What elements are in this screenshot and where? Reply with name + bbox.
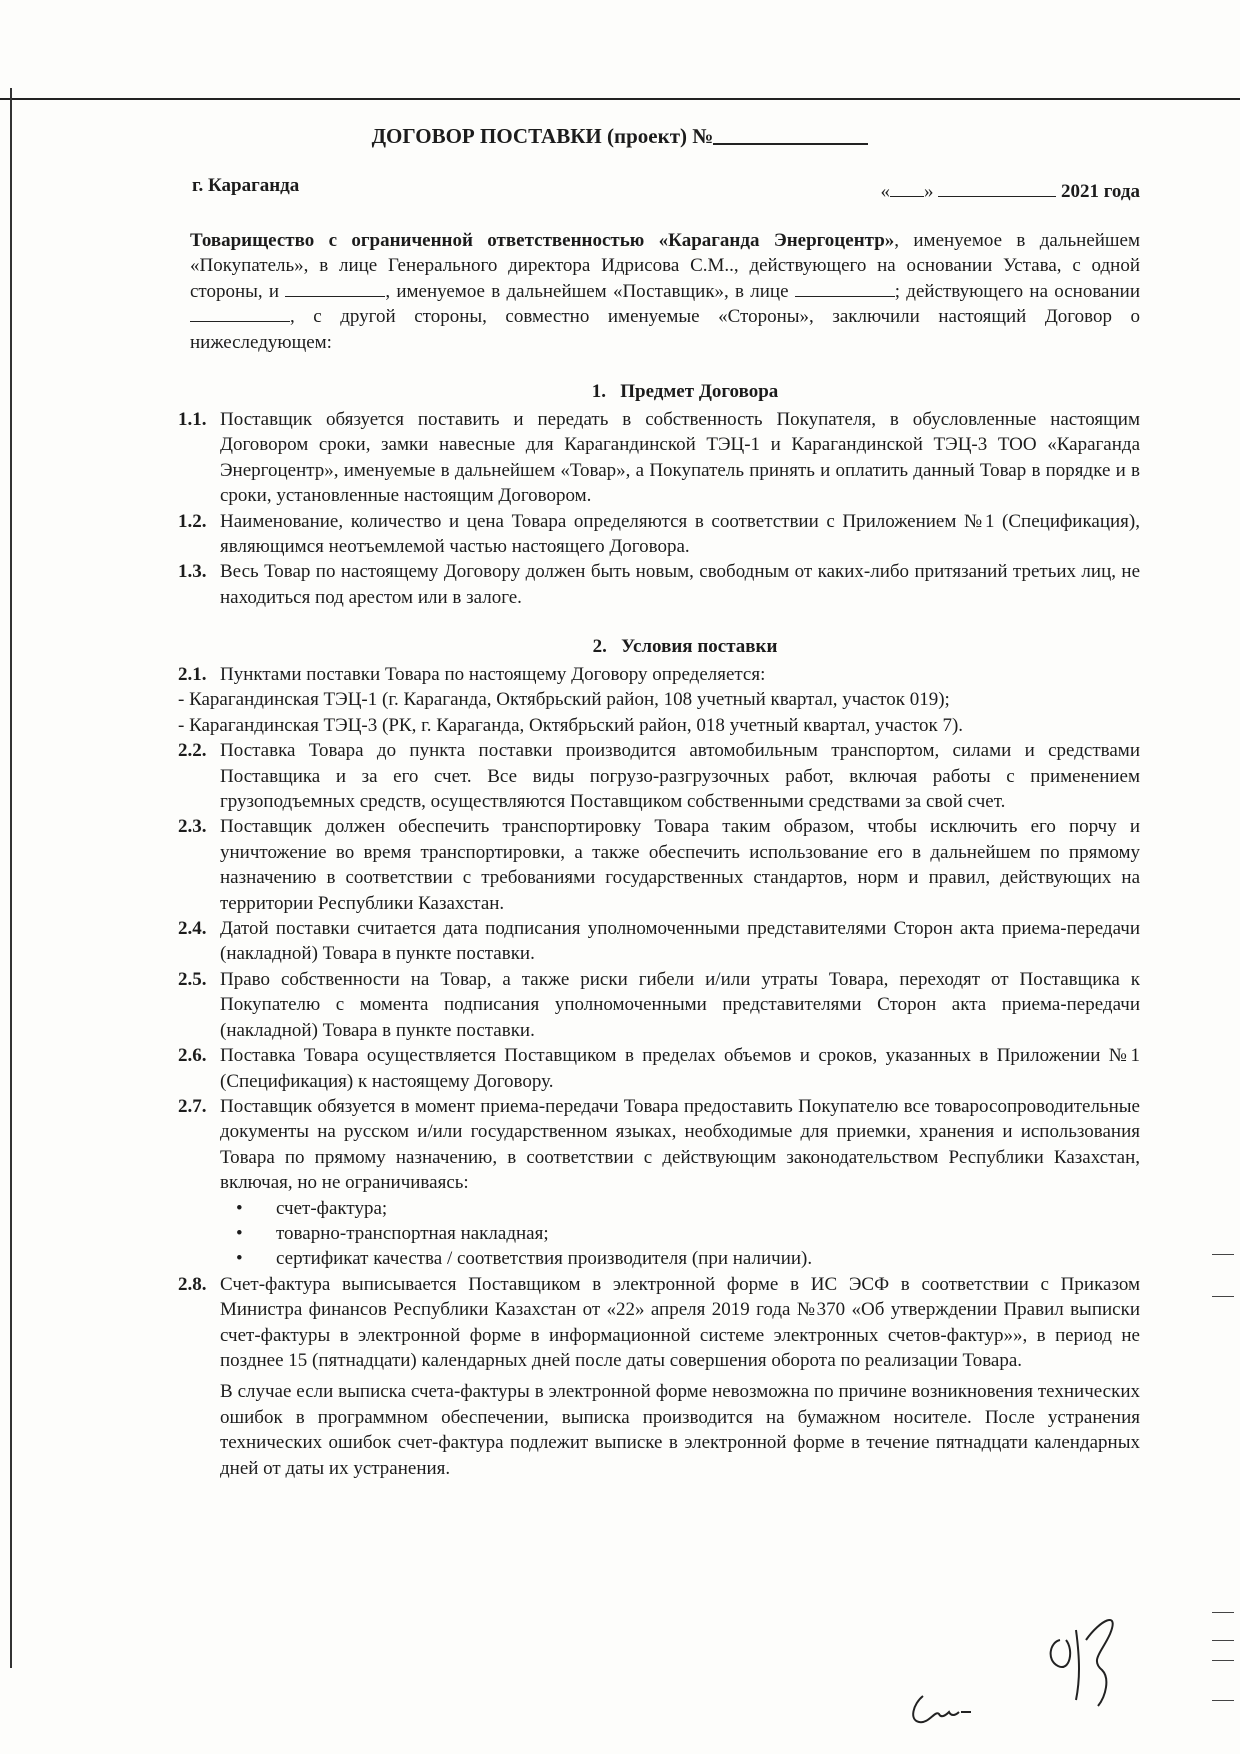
clause-2-3: 2.3. Поставщик должен обеспечить транспортировку Товара таким образом, чтобы исключить его порчу и уничтожение во время транспортировки, а также обеспечить использование его в дальнейшем по прямому назначению в соответствии с требованиями государственных стандартов, норм и правил, действующих на территории Республики Казахстан. bbox=[178, 816, 1140, 914]
scan-margin-mark bbox=[1212, 1296, 1234, 1297]
document-title: ДОГОВОР ПОСТАВКИ (проект) № bbox=[0, 124, 1240, 149]
bullet-icon: • bbox=[236, 1197, 243, 1219]
delivery-point-2: - Карагандинская ТЭЦ-3 (РК, г. Караганда, Октябрьский район, 018 учетный квартал, участок 7). bbox=[178, 714, 964, 736]
bullet-icon: • bbox=[236, 1222, 243, 1244]
clause-2-1: 2.1. Пунктами поставки Товара по настоящему Договору определяется: bbox=[178, 664, 766, 685]
scan-margin-mark bbox=[1212, 1640, 1234, 1641]
document-city: г. Караганда bbox=[192, 175, 300, 196]
supplier-name-blank bbox=[285, 280, 385, 297]
scan-margin-mark bbox=[1212, 1700, 1234, 1701]
list-item: • товарно-транспортная накладная; bbox=[220, 1221, 1140, 1246]
handwritten-signature-1 bbox=[905, 1690, 975, 1730]
list-item: • сертификат качества / соответствия производителя (при наличии). bbox=[220, 1246, 1140, 1271]
clause-2-7: 2.7. Поставщик обязуется в момент приема-передачи Товара предоставить Покупателю все товаросопроводительные документы на русском и/или государственном языках, необходимые для приемки, хранения и использования Товара по прямому назначению, в соответствии с действующим законодательством Республики Казахстан, включая, но не ограничиваясь: • счет-фактура; • товарно-транспортная накладная; • сертификат качества / соответствия производителя (при наличии). bbox=[178, 1094, 1140, 1272]
scan-margin-mark bbox=[1212, 1660, 1234, 1661]
clause-1-1: 1.1. Поставщик обязуется поставить и передать в собственность Покупателя, в обусловленные настоящим Договором сроки, замки навесные для Карагандинской ТЭЦ-1 и Карагандинской ТЭЦ-3 ТОО «Караганда Энергоцентр», именуемые в дальнейшем «Товар», а Покупатель принять и оплатить данный Товар в порядке и в сроки, установленные настоящим Договором. bbox=[178, 409, 1140, 507]
representative-blank bbox=[795, 280, 895, 297]
clause-2-8-text-2: В случае если выписка счета-фактуры в электронной форме невозможна по причине возникновения технических ошибок в программном обеспечении, выписка производится на бумажном носителе. После устранения технических ошибок счет-фактура подлежит выписке в электронной форме в течение пятнадцати календарных дней от даты их устранения. bbox=[220, 1381, 1140, 1479]
bullet-icon: • bbox=[236, 1248, 243, 1270]
clause-1-2: 1.2. Наименование, количество и цена Товара определяются в соответствии с Приложением №1 (Спецификация), являющимся неотъемлемой частью настоящего Договора. bbox=[178, 510, 1140, 558]
day-blank bbox=[890, 180, 924, 197]
clause-2-4: 2.4. Датой поставки считается дата подписания уполномоченными представителями Сторон акта приема-передачи (накладной) Товара в пункте поставки. bbox=[178, 918, 1140, 965]
section-2-clauses bbox=[178, 662, 1140, 1481]
clause-2-6: 2.6. Поставка Товара осуществляется Поставщиком в пределах объемов и сроков, указанных в Приложении №1 (Спецификация) к настоящему Договору. bbox=[178, 1045, 1140, 1092]
clause-2-7-text: Поставщик обязуется в момент приема-передачи Товара предоставить Покупателю все товаросопроводительные документы на русском и/или государственном языках, необходимые для приемки, хранения и использования Товара по прямому назначению, в соответствии с действующим законодательством Республики Казахстан, включая, но не ограничиваясь: bbox=[220, 1095, 1140, 1194]
contract-number-blank bbox=[713, 125, 868, 145]
preamble: Товарищество с ограниченной ответственностью «Караганда Энергоцентр», именуемое в дальнейшем «Покупатель», в лице Генерального директора Идрисова С.М.., действующего на основании Устава, с одной стороны, и , именуемое в дальнейшем «Поставщик», в лице ; действующего на основании , с другой стороны, совместно именуемые «Стороны», заключили настоящий Договор о нижеследующем: bbox=[190, 230, 1141, 353]
clause-2-8-text: Счет-фактура выписывается Поставщиком в электронной форме в ИС ЭСФ в соответствии с Приказом Министра финансов Республики Казахстан от «22» апреля 2019 года №370 «Об утверждении Правил выписки счет-фактуры в электронной форме в информационной системе электронных счетов-фактур»», в период не позднее 15 (пятнадцати) календарных дней после даты совершения оборота по реализации Товара. bbox=[220, 1273, 1140, 1371]
document-list bbox=[220, 1196, 1140, 1272]
scan-margin-mark bbox=[1212, 1254, 1234, 1255]
basis-blank bbox=[190, 305, 290, 322]
clause-2-5: 2.5. Право собственности на Товар, а также риски гибели и/или утраты Товара, переходят от Поставщика к Покупателю с момента подписания уполномоченными представителями Сторон акта приема-передачи (накладной) Товара в пункте поставки. bbox=[178, 968, 1140, 1041]
scan-top-line bbox=[0, 98, 1240, 100]
scan-margin-mark bbox=[1212, 1612, 1234, 1613]
section-2-heading: 2. Условия поставки bbox=[592, 636, 778, 657]
section-1-clauses bbox=[178, 407, 1140, 610]
section-1-heading: 1. Предмет Договора bbox=[591, 381, 779, 402]
clause-2-8: 2.8. Счет-фактура выписывается Поставщиком в электронной форме в ИС ЭСФ в соответствии с Приказом Министра финансов Республики Казахстан от «22» апреля 2019 года №370 «Об утверждении Правил выписки счет-фактуры в электронной форме в информационной системе электронных счетов-фактур»», в период не позднее 15 (пятнадцати) календарных дней после даты совершения оборота по реализации Товара. В случае если выписка счета-фактуры в электронной форме невозможна по причине возникновения технических ошибок в программном обеспечении, выписка производится на бумажном носителе. После устранения технических ошибок счет-фактура подлежит выписке в электронной форме в течение пятнадцати календарных дней от даты их устранения. bbox=[178, 1272, 1140, 1481]
document-date: « » 2021 года bbox=[880, 181, 1140, 202]
handwritten-signature-2 bbox=[1040, 1600, 1130, 1710]
scan-left-edge bbox=[10, 88, 12, 1668]
list-item: • счет-фактура; bbox=[220, 1196, 1140, 1221]
clause-1-3: 1.3. Весь Товар по настоящему Договору должен быть новым, свободным от каких-либо притязаний третьих лиц, не находиться под арестом или в залоге. bbox=[178, 561, 1140, 608]
delivery-point-1: - Карагандинская ТЭЦ-1 (г. Караганда, Октябрьский район, 108 учетный квартал, участок 019); bbox=[178, 689, 950, 711]
month-blank bbox=[938, 180, 1056, 197]
clause-2-2: 2.2. Поставка Товара до пункта поставки производится автомобильным транспортом, силами и средствами Поставщика и за его счет. Все виды погрузо-разгрузочных работ, включая работы с применением грузоподъемных средств, осуществляются Поставщиком собственными средствами за свой счет. bbox=[178, 740, 1140, 813]
